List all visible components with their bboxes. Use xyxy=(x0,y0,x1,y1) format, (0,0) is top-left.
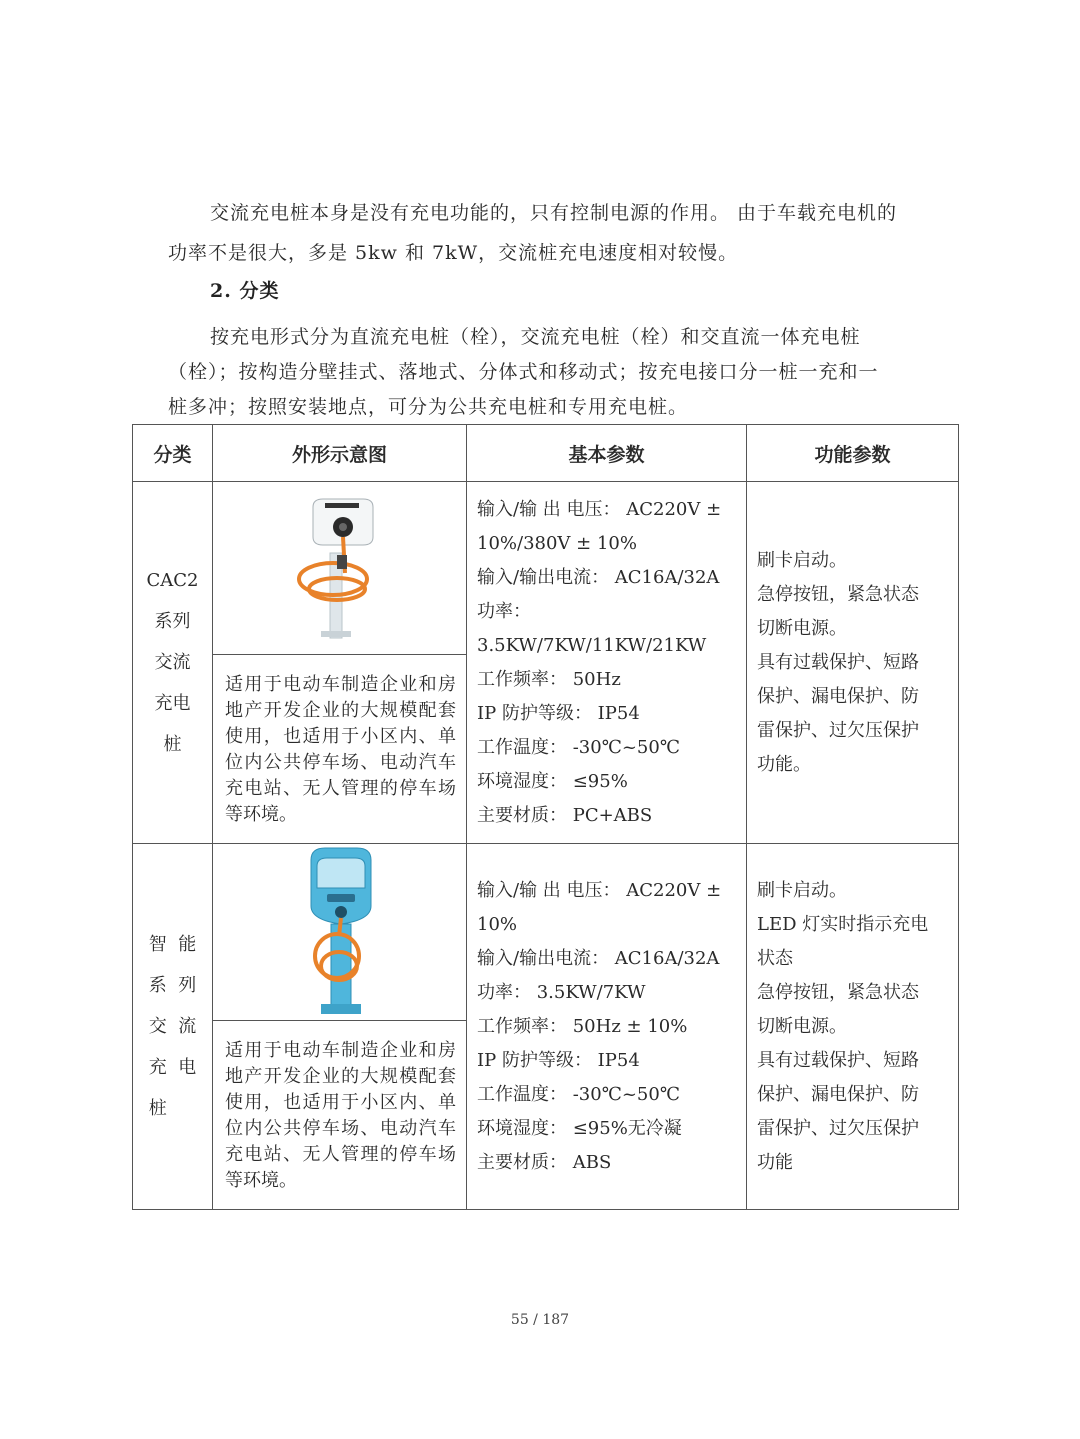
param-line: 工作频率： 50Hz xyxy=(477,668,621,690)
section-heading: 2. 分类 xyxy=(210,280,280,302)
basic-params-cac2 xyxy=(467,482,747,844)
function-line: 雷保护、过欠压保护 xyxy=(757,719,919,741)
function-line: 急停按钮，紧急状态 xyxy=(757,583,919,605)
param-line: 工作温度： -30℃~50℃ xyxy=(477,1083,680,1105)
usage-cell-cac2: 适用于电动车制造企业和房地产开发企业的大规模配套使用，也适用于小区内、单位内公共停车场、电动汽车充电站、无人管理的停车场等环境。 xyxy=(213,655,467,844)
category-char: 交 xyxy=(148,1016,167,1037)
header-shape-diagram: 外形示意图 xyxy=(213,425,467,482)
charger-spec-table xyxy=(132,424,959,1210)
param-line: 功率： 3.5KW/7KW xyxy=(477,981,646,1003)
param-line: IP 防护等级： IP54 xyxy=(477,1049,640,1071)
category-line: 桩 xyxy=(163,734,182,755)
param-line: 功率： 3.5KW/7KW/11KW/21KW xyxy=(477,600,707,656)
image-cell-wall-charger xyxy=(213,482,467,655)
function-line: 状态 xyxy=(757,947,793,969)
header-category: 分类 xyxy=(133,425,213,482)
function-line: 保护、漏电保护、防 xyxy=(757,1083,919,1105)
category-cell-smart xyxy=(133,844,213,1210)
table-header-row xyxy=(133,425,959,482)
category-char: 电 xyxy=(178,1057,197,1078)
function-params-cac2 xyxy=(747,482,959,844)
param-line: 主要材质： ABS xyxy=(477,1151,612,1173)
category-char: 智 xyxy=(148,934,167,955)
param-line: 环境湿度： ≤95%无冷凝 xyxy=(477,1117,682,1139)
function-line: 急停按钮，紧急状态 xyxy=(757,981,919,1003)
usage-cell-smart: 适用于电动车制造企业和房地产开发企业的大规模配套使用，也适用于小区内、单位内公共停车场、电动汽车充电站、无人管理的停车场等环境。 xyxy=(213,1021,467,1210)
param-line: 主要材质： PC+ABS xyxy=(477,804,653,826)
function-line: 具有过载保护、短路 xyxy=(757,1049,919,1071)
function-params-smart xyxy=(747,844,959,1210)
function-line: LED 灯实时指示充电 xyxy=(757,913,929,935)
function-line: 保护、漏电保护、防 xyxy=(757,685,919,707)
classification-line-2: （栓）；按构造分壁挂式、落地式、分体式和移动式；按充电接口分一桩一充和一 xyxy=(168,361,879,383)
function-line: 刷卡启动。 xyxy=(757,549,847,571)
basic-params-smart xyxy=(467,844,747,1210)
classification-line-1: 按充电形式分为直流充电桩（栓），交流充电桩（栓）和交直流一体充电桩 xyxy=(210,326,861,348)
function-line: 切断电源。 xyxy=(757,1015,847,1037)
param-line: 工作频率： 50Hz ± 10% xyxy=(477,1015,688,1037)
image-cell-floor-charger xyxy=(213,844,467,1021)
category-char: 列 xyxy=(178,975,197,996)
category-char xyxy=(173,1088,203,1129)
category-char: 能 xyxy=(178,934,197,955)
param-line: 10% xyxy=(477,913,518,935)
header-function-params: 功能参数 xyxy=(747,425,959,482)
category-line: CAC2 xyxy=(146,570,199,591)
category-char: 充 xyxy=(148,1057,167,1078)
param-line: 输入/输出电流： AC16A/32A xyxy=(477,566,720,588)
category-line: 系列 xyxy=(154,611,191,632)
param-line: 10%/380V ± 10% xyxy=(477,532,637,554)
category-char: 流 xyxy=(178,1016,197,1037)
param-line: 环境湿度： ≤95% xyxy=(477,770,628,792)
function-line: 刷卡启动。 xyxy=(757,879,847,901)
param-line: 输入/输 出 电压： AC220V ± xyxy=(477,879,722,901)
page-number: 55 / 187 xyxy=(510,1312,570,1328)
category-char: 系 xyxy=(148,975,167,996)
intro-line-1: 交流充电桩本身是没有充电功能的，只有控制电源的作用。 由于车载充电机的 xyxy=(210,202,898,224)
category-char: 桩 xyxy=(148,1098,167,1119)
param-line: 输入/输 出 电压： AC220V ± xyxy=(477,498,722,520)
param-line: 输入/输出电流： AC16A/32A xyxy=(477,947,720,969)
classification-line-3: 桩多冲；按照安装地点，可分为公共充电桩和专用充电桩。 xyxy=(168,396,689,418)
function-line: 切断电源。 xyxy=(757,617,847,639)
intro-line-2: 功率不是很大，多是 5kw 和 7kW，交流桩充电速度相对较慢。 xyxy=(168,242,739,264)
table-row xyxy=(133,482,959,655)
category-line: 充电 xyxy=(154,693,191,714)
function-line: 功能 xyxy=(757,1151,793,1173)
wall-charger-icon xyxy=(285,493,395,643)
function-line: 功能。 xyxy=(757,753,811,775)
category-cell-cac2 xyxy=(133,482,213,844)
header-basic-params: 基本参数 xyxy=(467,425,747,482)
param-line: 工作温度： -30℃~50℃ xyxy=(477,736,680,758)
param-line: IP 防护等级： IP54 xyxy=(477,702,640,724)
category-line: 交流 xyxy=(154,652,191,673)
function-line: 具有过载保护、短路 xyxy=(757,651,919,673)
floor-charger-icon xyxy=(285,844,395,1020)
function-line: 雷保护、过欠压保护 xyxy=(757,1117,919,1139)
table-row xyxy=(133,844,959,1021)
